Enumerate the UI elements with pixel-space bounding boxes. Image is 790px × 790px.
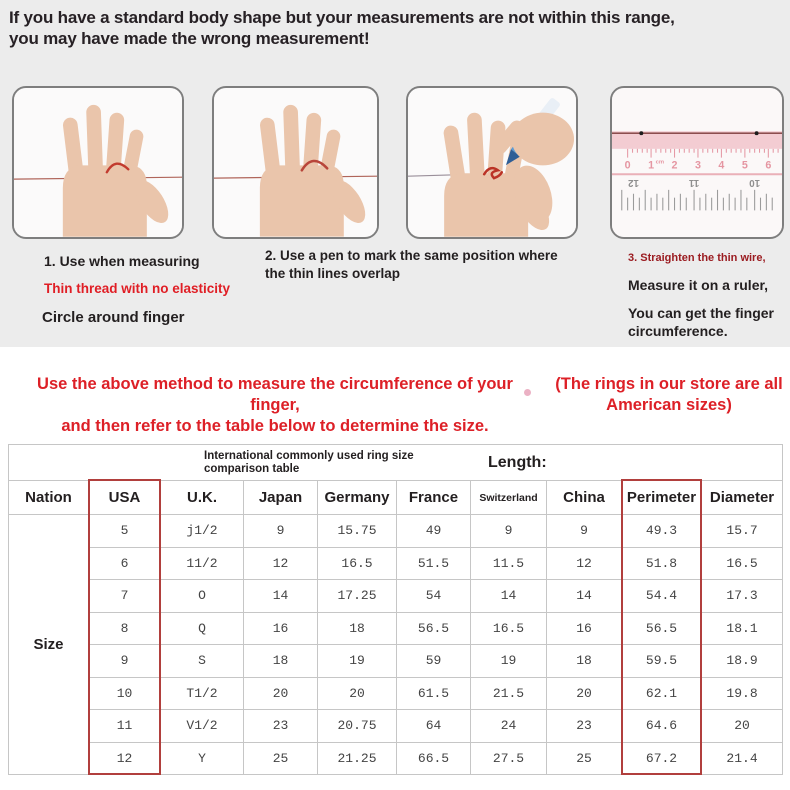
table-row bbox=[9, 612, 783, 645]
ruler-number: 4 bbox=[718, 159, 725, 172]
table-cell: 17.25 bbox=[318, 580, 397, 613]
step2-photo-hand-with-thread bbox=[212, 86, 379, 239]
ruler-number: 6 bbox=[765, 159, 772, 172]
table-cell: 12 bbox=[244, 547, 318, 580]
table-cell: 16.5 bbox=[318, 547, 397, 580]
table-cell: 64.6 bbox=[622, 710, 702, 743]
step1-caption: 1. Use when measuring bbox=[44, 253, 200, 269]
table-cell: T1/2 bbox=[161, 677, 244, 710]
step1-photo-hand-with-thread bbox=[12, 86, 184, 239]
table-cell: 19 bbox=[318, 645, 397, 678]
ruler-number: 12 bbox=[628, 177, 639, 189]
step3-caption-red: 3. Straighten the thin wire, bbox=[628, 252, 766, 264]
column-header-germany: Germany bbox=[318, 481, 397, 515]
ruler-number: 1 bbox=[648, 159, 655, 172]
table-cell: 18 bbox=[318, 612, 397, 645]
measure-instruction-text bbox=[14, 374, 536, 437]
table-cell: 15.75 bbox=[318, 515, 397, 548]
table-cell: 23 bbox=[244, 710, 318, 743]
table-cell: 11 bbox=[89, 710, 161, 743]
ruler-number: 10 bbox=[749, 177, 761, 189]
table-cell: 16 bbox=[547, 612, 622, 645]
table-cell: 18 bbox=[244, 645, 318, 678]
table-cell: 64 bbox=[397, 710, 471, 743]
table-cell: 21.25 bbox=[318, 742, 397, 775]
table-cell: 54 bbox=[397, 580, 471, 613]
table-cell: 59 bbox=[397, 645, 471, 678]
ruler-cm-label: cm bbox=[655, 159, 665, 166]
table-cell: 16 bbox=[244, 612, 318, 645]
ruler-number: 3 bbox=[694, 159, 701, 172]
table-cell: 8 bbox=[89, 612, 161, 645]
column-header-japan: Japan bbox=[244, 481, 318, 515]
warning-headline-line2: you may have made the wrong measurement! bbox=[9, 29, 370, 48]
table-cell: 67.2 bbox=[622, 742, 702, 775]
table-cell: Q bbox=[161, 612, 244, 645]
table-cell: 19.8 bbox=[702, 677, 783, 710]
step3-caption-line1: Measure it on a ruler, bbox=[628, 277, 769, 293]
table-cell: 7 bbox=[89, 580, 161, 613]
table-cell: O bbox=[161, 580, 244, 613]
pen-marking-illustration bbox=[408, 88, 576, 237]
ring-size-comparison-table bbox=[8, 444, 783, 775]
table-cell: 18.1 bbox=[702, 612, 783, 645]
table-cell: 14 bbox=[471, 580, 547, 613]
table-cell: 12 bbox=[89, 742, 161, 775]
table-header-row bbox=[9, 481, 783, 515]
step2-caption: 2. Use a pen to mark the same position where the thin lines overlap bbox=[265, 248, 558, 281]
american-sizes-note-line1: (The rings in our store are all bbox=[555, 375, 783, 393]
table-cell: 61.5 bbox=[397, 677, 471, 710]
ruler-number: 2 bbox=[671, 159, 678, 172]
american-sizes-note-line2: American sizes) bbox=[606, 396, 732, 414]
hand-thread-illustration bbox=[14, 88, 182, 237]
table-cell: 11.5 bbox=[471, 547, 547, 580]
table-cell: 9 bbox=[89, 645, 161, 678]
step1-subcaption: Circle around finger bbox=[42, 309, 185, 326]
step3-photo-pen-marking bbox=[406, 86, 578, 239]
table-cell: 18 bbox=[547, 645, 622, 678]
step1-note-red: Thin thread with no elasticity bbox=[44, 281, 231, 296]
table-cell: 66.5 bbox=[397, 742, 471, 775]
step3-caption-line2: You can get the finger circumference. bbox=[628, 305, 774, 339]
table-cell: 9 bbox=[547, 515, 622, 548]
table-row bbox=[9, 742, 783, 775]
column-header-france: France bbox=[397, 481, 471, 515]
table-cell: 20 bbox=[702, 710, 783, 743]
table-cell: 9 bbox=[244, 515, 318, 548]
table-cell: 16.5 bbox=[702, 547, 783, 580]
table-cell: 16.5 bbox=[471, 612, 547, 645]
table-cell: 25 bbox=[547, 742, 622, 775]
ruler-number: 5 bbox=[741, 159, 748, 172]
table-cell: Y bbox=[161, 742, 244, 775]
table-cell: 49.3 bbox=[622, 515, 702, 548]
table-title: International commonly used ring size comparison table bbox=[204, 449, 414, 475]
table-cell: 54.4 bbox=[622, 580, 702, 613]
table-cell: 62.1 bbox=[622, 677, 702, 710]
table-row bbox=[9, 677, 783, 710]
table-cell: 18.9 bbox=[702, 645, 783, 678]
column-header-china: China bbox=[547, 481, 622, 515]
row-group-label-size: Size bbox=[9, 515, 89, 775]
warning-headline-line1: If you have a standard body shape but your measurements are not within this range, bbox=[9, 8, 675, 27]
table-cell: 24 bbox=[471, 710, 547, 743]
table-cell: 23 bbox=[547, 710, 622, 743]
column-header-nation: Nation bbox=[9, 481, 89, 515]
table-cell: 14 bbox=[547, 580, 622, 613]
column-header-diameter: Diameter bbox=[702, 481, 783, 515]
table-cell: V1/2 bbox=[161, 710, 244, 743]
table-cell: 17.3 bbox=[702, 580, 783, 613]
table-cell: 56.5 bbox=[622, 612, 702, 645]
table-cell: S bbox=[161, 645, 244, 678]
table-cell: j1/2 bbox=[161, 515, 244, 548]
ruler-number: 11 bbox=[688, 177, 700, 189]
step4-photo-ruler bbox=[610, 86, 784, 239]
table-cell: 20.75 bbox=[318, 710, 397, 743]
hand-thread-illustration bbox=[214, 88, 377, 237]
table-cell: 14 bbox=[244, 580, 318, 613]
measure-instruction-line1: Use the above method to measure the circumference of your finger, bbox=[37, 375, 513, 414]
column-header-uk: U.K. bbox=[161, 481, 244, 515]
table-cell: 15.7 bbox=[702, 515, 783, 548]
table-cell: 12 bbox=[547, 547, 622, 580]
table-row bbox=[9, 547, 783, 580]
table-cell: 51.8 bbox=[622, 547, 702, 580]
table-row bbox=[9, 515, 783, 548]
table-cell: 19 bbox=[471, 645, 547, 678]
ruler-number: 0 bbox=[624, 159, 631, 172]
table-cell: 6 bbox=[89, 547, 161, 580]
warning-headline bbox=[9, 7, 675, 49]
table-cell: 21.5 bbox=[471, 677, 547, 710]
table-cell: 21.4 bbox=[702, 742, 783, 775]
american-sizes-note bbox=[550, 374, 788, 416]
table-row bbox=[9, 710, 783, 743]
table-cell: 20 bbox=[244, 677, 318, 710]
table-cell: 5 bbox=[89, 515, 161, 548]
length-label: Length: bbox=[488, 453, 547, 471]
table-title-row bbox=[9, 445, 783, 481]
table-cell: 11/2 bbox=[161, 547, 244, 580]
table-row bbox=[9, 580, 783, 613]
table-cell: 10 bbox=[89, 677, 161, 710]
table-cell: 49 bbox=[397, 515, 471, 548]
column-header-switzerland: Switzerland bbox=[471, 481, 547, 515]
table-cell: 51.5 bbox=[397, 547, 471, 580]
table-cell: 20 bbox=[547, 677, 622, 710]
column-header-perimeter: Perimeter bbox=[622, 481, 702, 515]
column-header-usa: USA bbox=[89, 481, 161, 515]
table-cell: 9 bbox=[471, 515, 547, 548]
table-row bbox=[9, 645, 783, 678]
table-cell: 25 bbox=[244, 742, 318, 775]
table-cell: 20 bbox=[318, 677, 397, 710]
ruler-illustration bbox=[612, 88, 782, 237]
table-cell: 27.5 bbox=[471, 742, 547, 775]
table-cell: 56.5 bbox=[397, 612, 471, 645]
size-table-body bbox=[9, 515, 783, 775]
measure-instruction-line2: and then refer to the table below to determine the size. bbox=[61, 417, 489, 435]
stray-cursor-dot bbox=[524, 389, 531, 396]
table-cell: 59.5 bbox=[622, 645, 702, 678]
